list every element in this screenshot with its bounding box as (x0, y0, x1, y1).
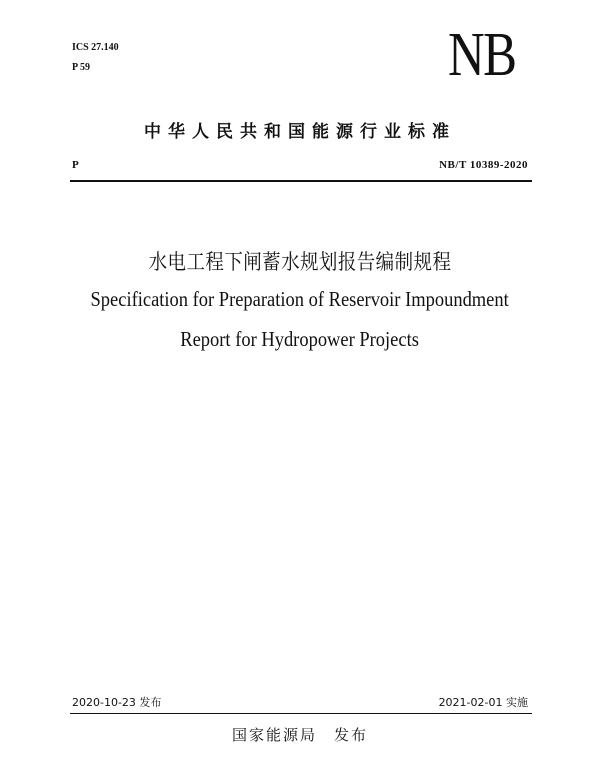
top-divider (70, 180, 532, 182)
classification-code: P 59 (72, 62, 91, 73)
bottom-divider (70, 713, 532, 714)
category-code: P (72, 159, 79, 171)
implementation-date: 2021-02-01 实施 (438, 696, 528, 709)
nb-logo: NB (448, 21, 516, 89)
title-english-line1-text: Specification for Preparation of Reservoir Impoundment (90, 287, 510, 311)
publisher: 国家能源局 发布 (231, 726, 368, 744)
issue-date: 2020-10-23 发布 (72, 696, 162, 709)
standard-number: NB/T 10389-2020 (439, 159, 528, 171)
industry-standard-heading: 中华人民共和国能源行业标准 (144, 122, 456, 142)
title-english-line1 (0, 287, 600, 312)
title-chinese (0, 246, 600, 276)
title-english-line2 (0, 327, 600, 352)
title-chinese-text: 水电工程下闸蓄水规划报告编制规程 (148, 250, 452, 274)
title-english-line2-text: Report for Hydropower Projects (180, 327, 420, 351)
ics-code: ICS 27.140 (72, 42, 119, 53)
